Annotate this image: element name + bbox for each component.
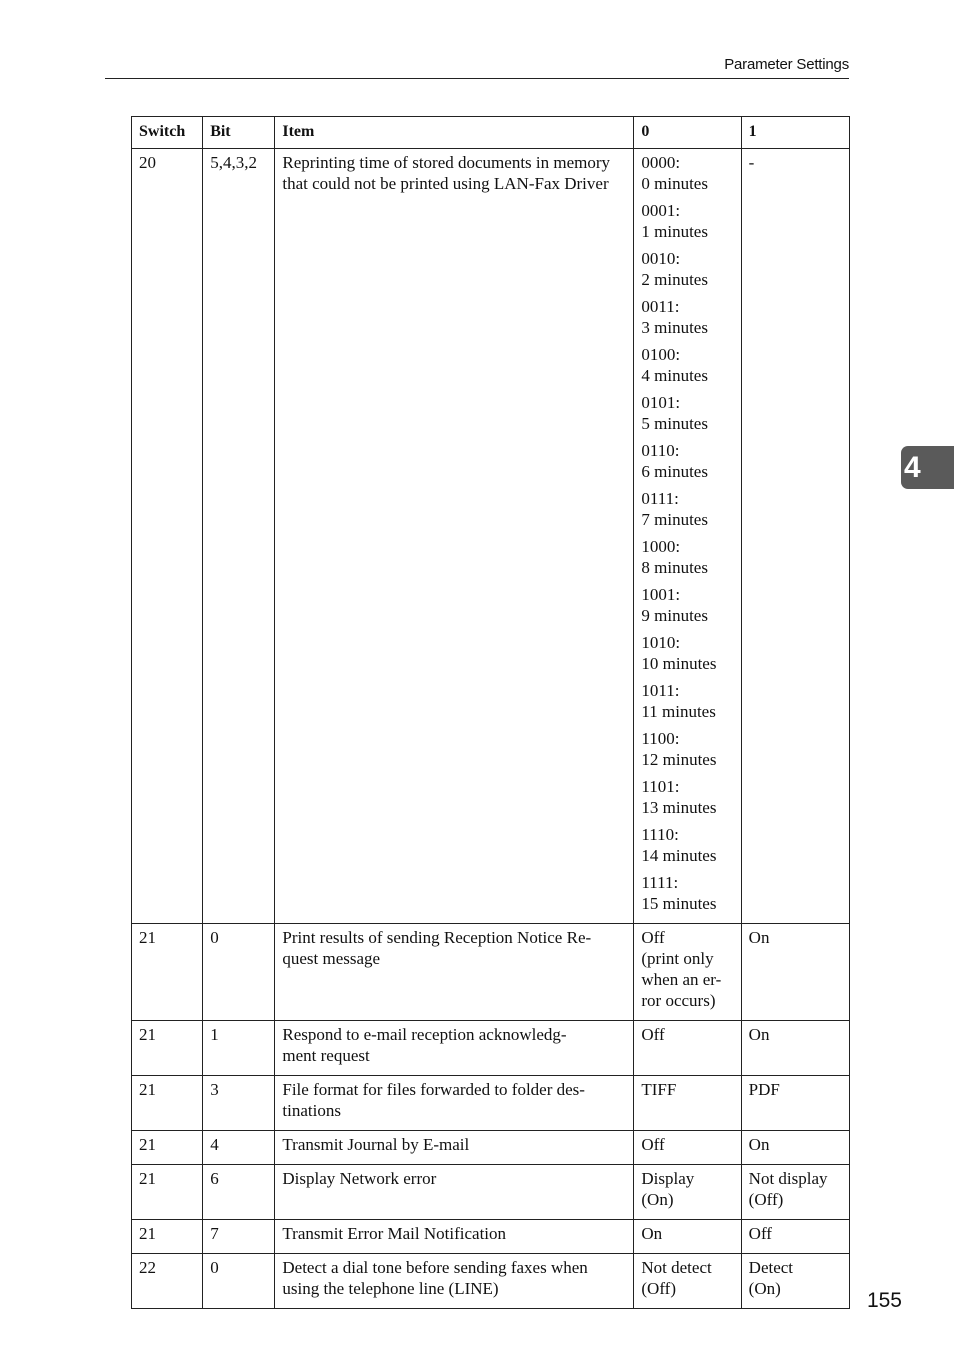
cell-one	[741, 1131, 849, 1165]
option-entry	[641, 200, 734, 242]
option-code: 1000:	[641, 537, 681, 556]
cell-one	[741, 1021, 849, 1076]
table-header-row	[132, 117, 850, 149]
parameter-table	[131, 116, 850, 1309]
running-header-title: Parameter Settings	[724, 56, 849, 73]
cell-zero	[634, 1220, 741, 1254]
cell-zero	[634, 1021, 741, 1076]
table-row	[132, 1220, 850, 1254]
cell-zero-text: TIFF	[641, 1080, 677, 1099]
cell-one-text: On	[748, 1025, 770, 1044]
option-value: 3 minutes	[641, 318, 708, 337]
cell-switch	[132, 1021, 203, 1076]
cell-zero	[634, 924, 741, 1021]
cell-one	[741, 1165, 849, 1220]
option-entry	[641, 824, 734, 866]
option-code: 1001:	[641, 585, 681, 604]
option-code: 0111:	[641, 489, 679, 508]
cell-bit	[203, 1254, 275, 1309]
option-code: 1100:	[641, 729, 680, 748]
cell-one-text: PDF	[748, 1080, 780, 1099]
column-header-zero: 0	[634, 117, 741, 149]
option-value: 0 minutes	[641, 174, 708, 193]
option-value: 8 minutes	[641, 558, 708, 577]
option-value: 2 minutes	[641, 270, 708, 289]
cell-zero-text: Off	[641, 1025, 665, 1044]
cell-bit	[203, 924, 275, 1021]
cell-one	[741, 1220, 849, 1254]
cell-bit: 5,4,3,2	[203, 149, 275, 924]
cell-zero	[634, 1131, 741, 1165]
option-code: 0110:	[641, 441, 680, 460]
option-entry	[641, 536, 734, 578]
cell-bit-text: 4	[210, 1135, 219, 1154]
cell-item	[275, 924, 634, 1021]
cell-bit-text: 0	[210, 1258, 219, 1277]
cell-switch-text: 21	[139, 1135, 156, 1154]
option-value: 9 minutes	[641, 606, 708, 625]
option-entry	[641, 152, 734, 194]
cell-item	[275, 1254, 634, 1309]
cell-switch	[132, 924, 203, 1021]
cell-one	[741, 1254, 849, 1309]
option-code: 1111:	[641, 873, 679, 892]
cell-bit-text: 1	[210, 1025, 219, 1044]
option-value: 1 minutes	[641, 222, 708, 241]
option-code: 0100:	[641, 345, 681, 364]
option-value: 5 minutes	[641, 414, 708, 433]
option-code: 1010:	[641, 633, 681, 652]
cell-bit	[203, 1220, 275, 1254]
option-value: 15 minutes	[641, 894, 717, 913]
option-code: 0001:	[641, 201, 681, 220]
cell-bit-text: 7	[210, 1224, 219, 1243]
option-entry	[641, 728, 734, 770]
option-code: 1101:	[641, 777, 680, 796]
column-header-item: Item	[275, 117, 634, 149]
cell-bit	[203, 1131, 275, 1165]
cell-zero	[634, 1076, 741, 1131]
option-code: 0000:	[641, 153, 681, 172]
cell-zero-options	[634, 149, 741, 924]
cell-zero-text: Off	[641, 1135, 665, 1154]
option-entry	[641, 248, 734, 290]
cell-switch	[132, 1220, 203, 1254]
table-row	[132, 1021, 850, 1076]
table-row	[132, 924, 850, 1021]
cell-one-text: Not display (Off)	[748, 1169, 828, 1209]
table-row	[132, 1076, 850, 1131]
cell-switch-text: 22	[139, 1258, 156, 1277]
option-entry	[641, 488, 734, 530]
cell-one-text: Off	[748, 1224, 772, 1243]
option-value: 4 minutes	[641, 366, 708, 385]
option-code: 1011:	[641, 681, 680, 700]
cell-switch-text: 21	[139, 928, 156, 947]
cell-switch-text: 21	[139, 1080, 156, 1099]
table-row	[132, 1131, 850, 1165]
cell-bit-text: 3	[210, 1080, 219, 1099]
chapter-tab: 4	[901, 446, 954, 489]
option-value: 12 minutes	[641, 750, 717, 769]
header-rule	[105, 78, 849, 79]
cell-zero-text: Off (print only when an er- ror occurs)	[641, 928, 722, 1010]
option-entry	[641, 440, 734, 482]
cell-bit	[203, 1165, 275, 1220]
column-header-one: 1	[741, 117, 849, 149]
cell-zero-text: Not detect (Off)	[641, 1258, 712, 1298]
option-code: 0010:	[641, 249, 681, 268]
cell-switch-text: 21	[139, 1025, 156, 1044]
cell-one-text: Detect (On)	[748, 1258, 794, 1298]
cell-switch	[132, 1254, 203, 1309]
cell-one-text: On	[748, 1135, 770, 1154]
cell-switch	[132, 1076, 203, 1131]
option-entry	[641, 584, 734, 626]
cell-switch	[132, 1165, 203, 1220]
cell-switch: 20	[132, 149, 203, 924]
table-row	[132, 149, 850, 924]
cell-bit	[203, 1076, 275, 1131]
cell-one: -	[741, 149, 849, 924]
cell-item	[275, 1220, 634, 1254]
option-entry	[641, 632, 734, 674]
cell-item-text: Transmit Error Mail Notification	[282, 1224, 507, 1243]
column-header-switch: Switch	[132, 117, 203, 149]
cell-item-text: Respond to e-mail reception acknowledg- ment request	[282, 1025, 567, 1065]
option-entry	[641, 344, 734, 386]
cell-item-text: File format for files forwarded to folder des- tinations	[282, 1080, 585, 1120]
option-value: 11 minutes	[641, 702, 716, 721]
cell-item-text: Display Network error	[282, 1169, 437, 1188]
cell-bit-text: 0	[210, 928, 219, 947]
table-row	[132, 1254, 850, 1309]
cell-one-text: On	[748, 928, 770, 947]
option-value: 14 minutes	[641, 846, 717, 865]
cell-one	[741, 1076, 849, 1131]
option-entry	[641, 776, 734, 818]
option-value: 10 minutes	[641, 654, 717, 673]
option-entry	[641, 392, 734, 434]
option-code: 0011:	[641, 297, 680, 316]
cell-zero-text: On	[641, 1224, 663, 1243]
cell-switch-text: 21	[139, 1224, 156, 1243]
cell-item-text: Print results of sending Reception Notice Re- quest message	[282, 928, 592, 968]
cell-item-text: Detect a dial tone before sending faxes when using the telephone line (LINE)	[282, 1258, 588, 1298]
cell-zero	[634, 1165, 741, 1220]
cell-item	[275, 1131, 634, 1165]
option-entry	[641, 296, 734, 338]
cell-zero-text: Display (On)	[641, 1169, 695, 1209]
cell-item	[275, 1021, 634, 1076]
cell-zero	[634, 1254, 741, 1309]
cell-bit-text: 6	[210, 1169, 219, 1188]
option-code: 0101:	[641, 393, 681, 412]
cell-item	[275, 1076, 634, 1131]
cell-switch-text: 21	[139, 1169, 156, 1188]
column-header-bit: Bit	[203, 117, 275, 149]
cell-one	[741, 924, 849, 1021]
cell-switch	[132, 1131, 203, 1165]
cell-item	[275, 1165, 634, 1220]
cell-item-text: Transmit Journal by E-mail	[282, 1135, 470, 1154]
cell-bit	[203, 1021, 275, 1076]
option-value: 13 minutes	[641, 798, 717, 817]
option-entry	[641, 872, 734, 914]
table-row	[132, 1165, 850, 1220]
option-code: 1110:	[641, 825, 679, 844]
page-number: 155	[866, 1289, 902, 1312]
option-entry	[641, 680, 734, 722]
option-value: 7 minutes	[641, 510, 708, 529]
option-value: 6 minutes	[641, 462, 708, 481]
cell-item: Reprinting time of stored documents in memory that could not be printed using LAN-Fax Driver	[275, 149, 634, 924]
